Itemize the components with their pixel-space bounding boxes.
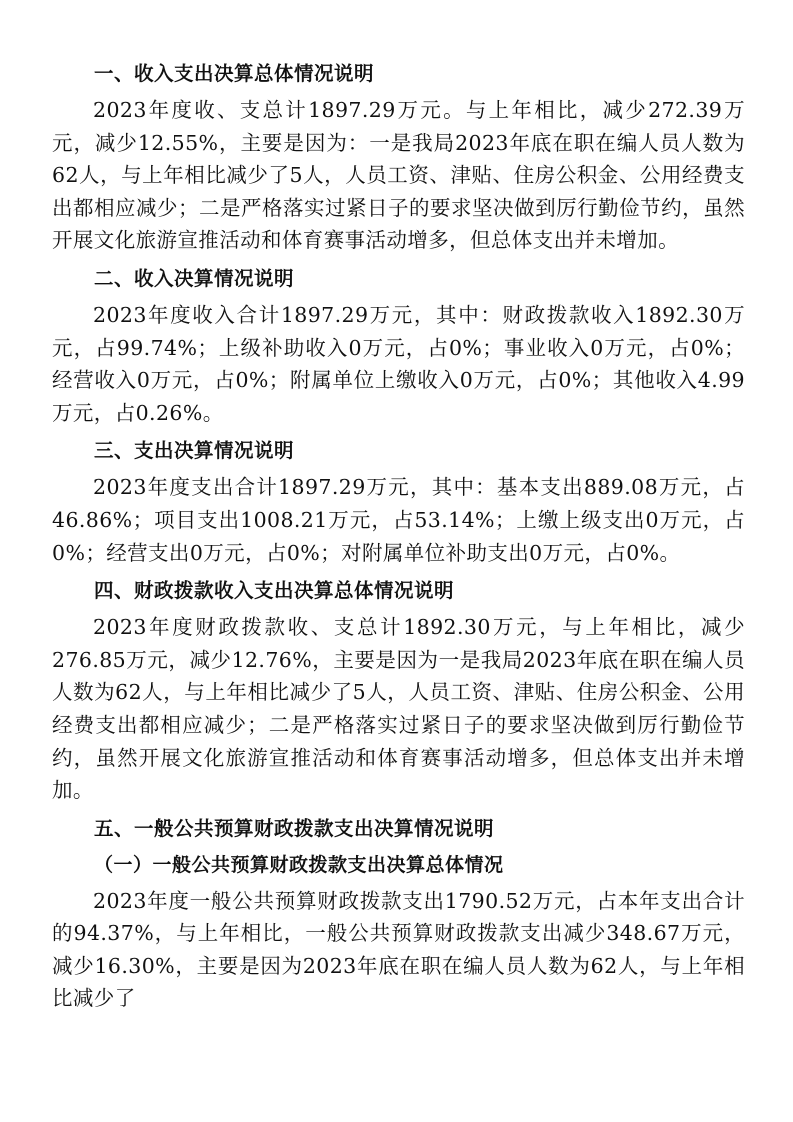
section-4-heading: 四、财政拨款收入支出决算总体情况说明 <box>94 579 455 603</box>
subsection-1-heading: （一）一般公共预算财政拨款支出决算总体情况 <box>94 853 504 876</box>
section-3-paragraph: 2023年度支出合计1897.29万元，其中：基本支出889.08万元，占46.86%；项目支出1008.21万元，占53.14%；上缴上级支出0万元，占0%；经营支出0万元，占0%；对附属单位补助支出0万元，占0%。 <box>52 475 745 565</box>
section-2-paragraph: 2023年度收入合计1897.29万元，其中：财政拨款收入1892.30万元，占99.74%；上级补助收入0万元，占0%；事业收入0万元，占0%；经营收入0万元，占0%；附属单位上缴收入0万元，占0%；其他收入4.99万元，占0.26%。 <box>52 302 745 425</box>
section-3-heading: 三、支出决算情况说明 <box>94 439 295 463</box>
section-1-heading: 一、收入支出决算总体情况说明 <box>94 62 375 85</box>
subsection-1-paragraph: 2023年度一般公共预算财政拨款支出1790.52万元，占本年支出合计的94.37%，与上年相比，一般公共预算财政拨款支出减少348.67万元，减少16.30%，主要是因为2023年底在职在编人员人数为62人，与上年相比减少了 <box>52 888 745 1011</box>
section-5-heading: 五、一般公共预算财政拨款支出决算情况说明 <box>94 816 495 840</box>
section-4-paragraph: 2023年度财政拨款收、支总计1892.30万元，与上年相比，减少276.85万元，减少12.76%，主要是因为一是我局2023年底在职在编人员人数为62人，与上年相比减少了5人，人员工资、津贴、住房公积金、公用经费支出都相应减少；二是严格落实过紧日子的要求坚决做到厉行勤俭节约，虽然开展文化旅游宣推活动和体育赛事活动增多，但总体支出并未增加。 <box>52 615 745 803</box>
section-1-paragraph: 2023年度收、支总计1897.29万元。与上年相比，减少272.39万元，减少12.55%，主要是因为：一是我局2023年底在职在编人员人数为62人，与上年相比减少了5人，人员工资、津贴、住房公积金、公用经费支出都相应减少；二是严格落实过紧日子的要求坚决做到厉行勤俭节约，虽然开展文化旅游宣推活动和体育赛事活动增多，但总体支出并未增加。 <box>52 98 745 253</box>
section-2-heading: 二、收入决算情况说明 <box>94 266 295 290</box>
